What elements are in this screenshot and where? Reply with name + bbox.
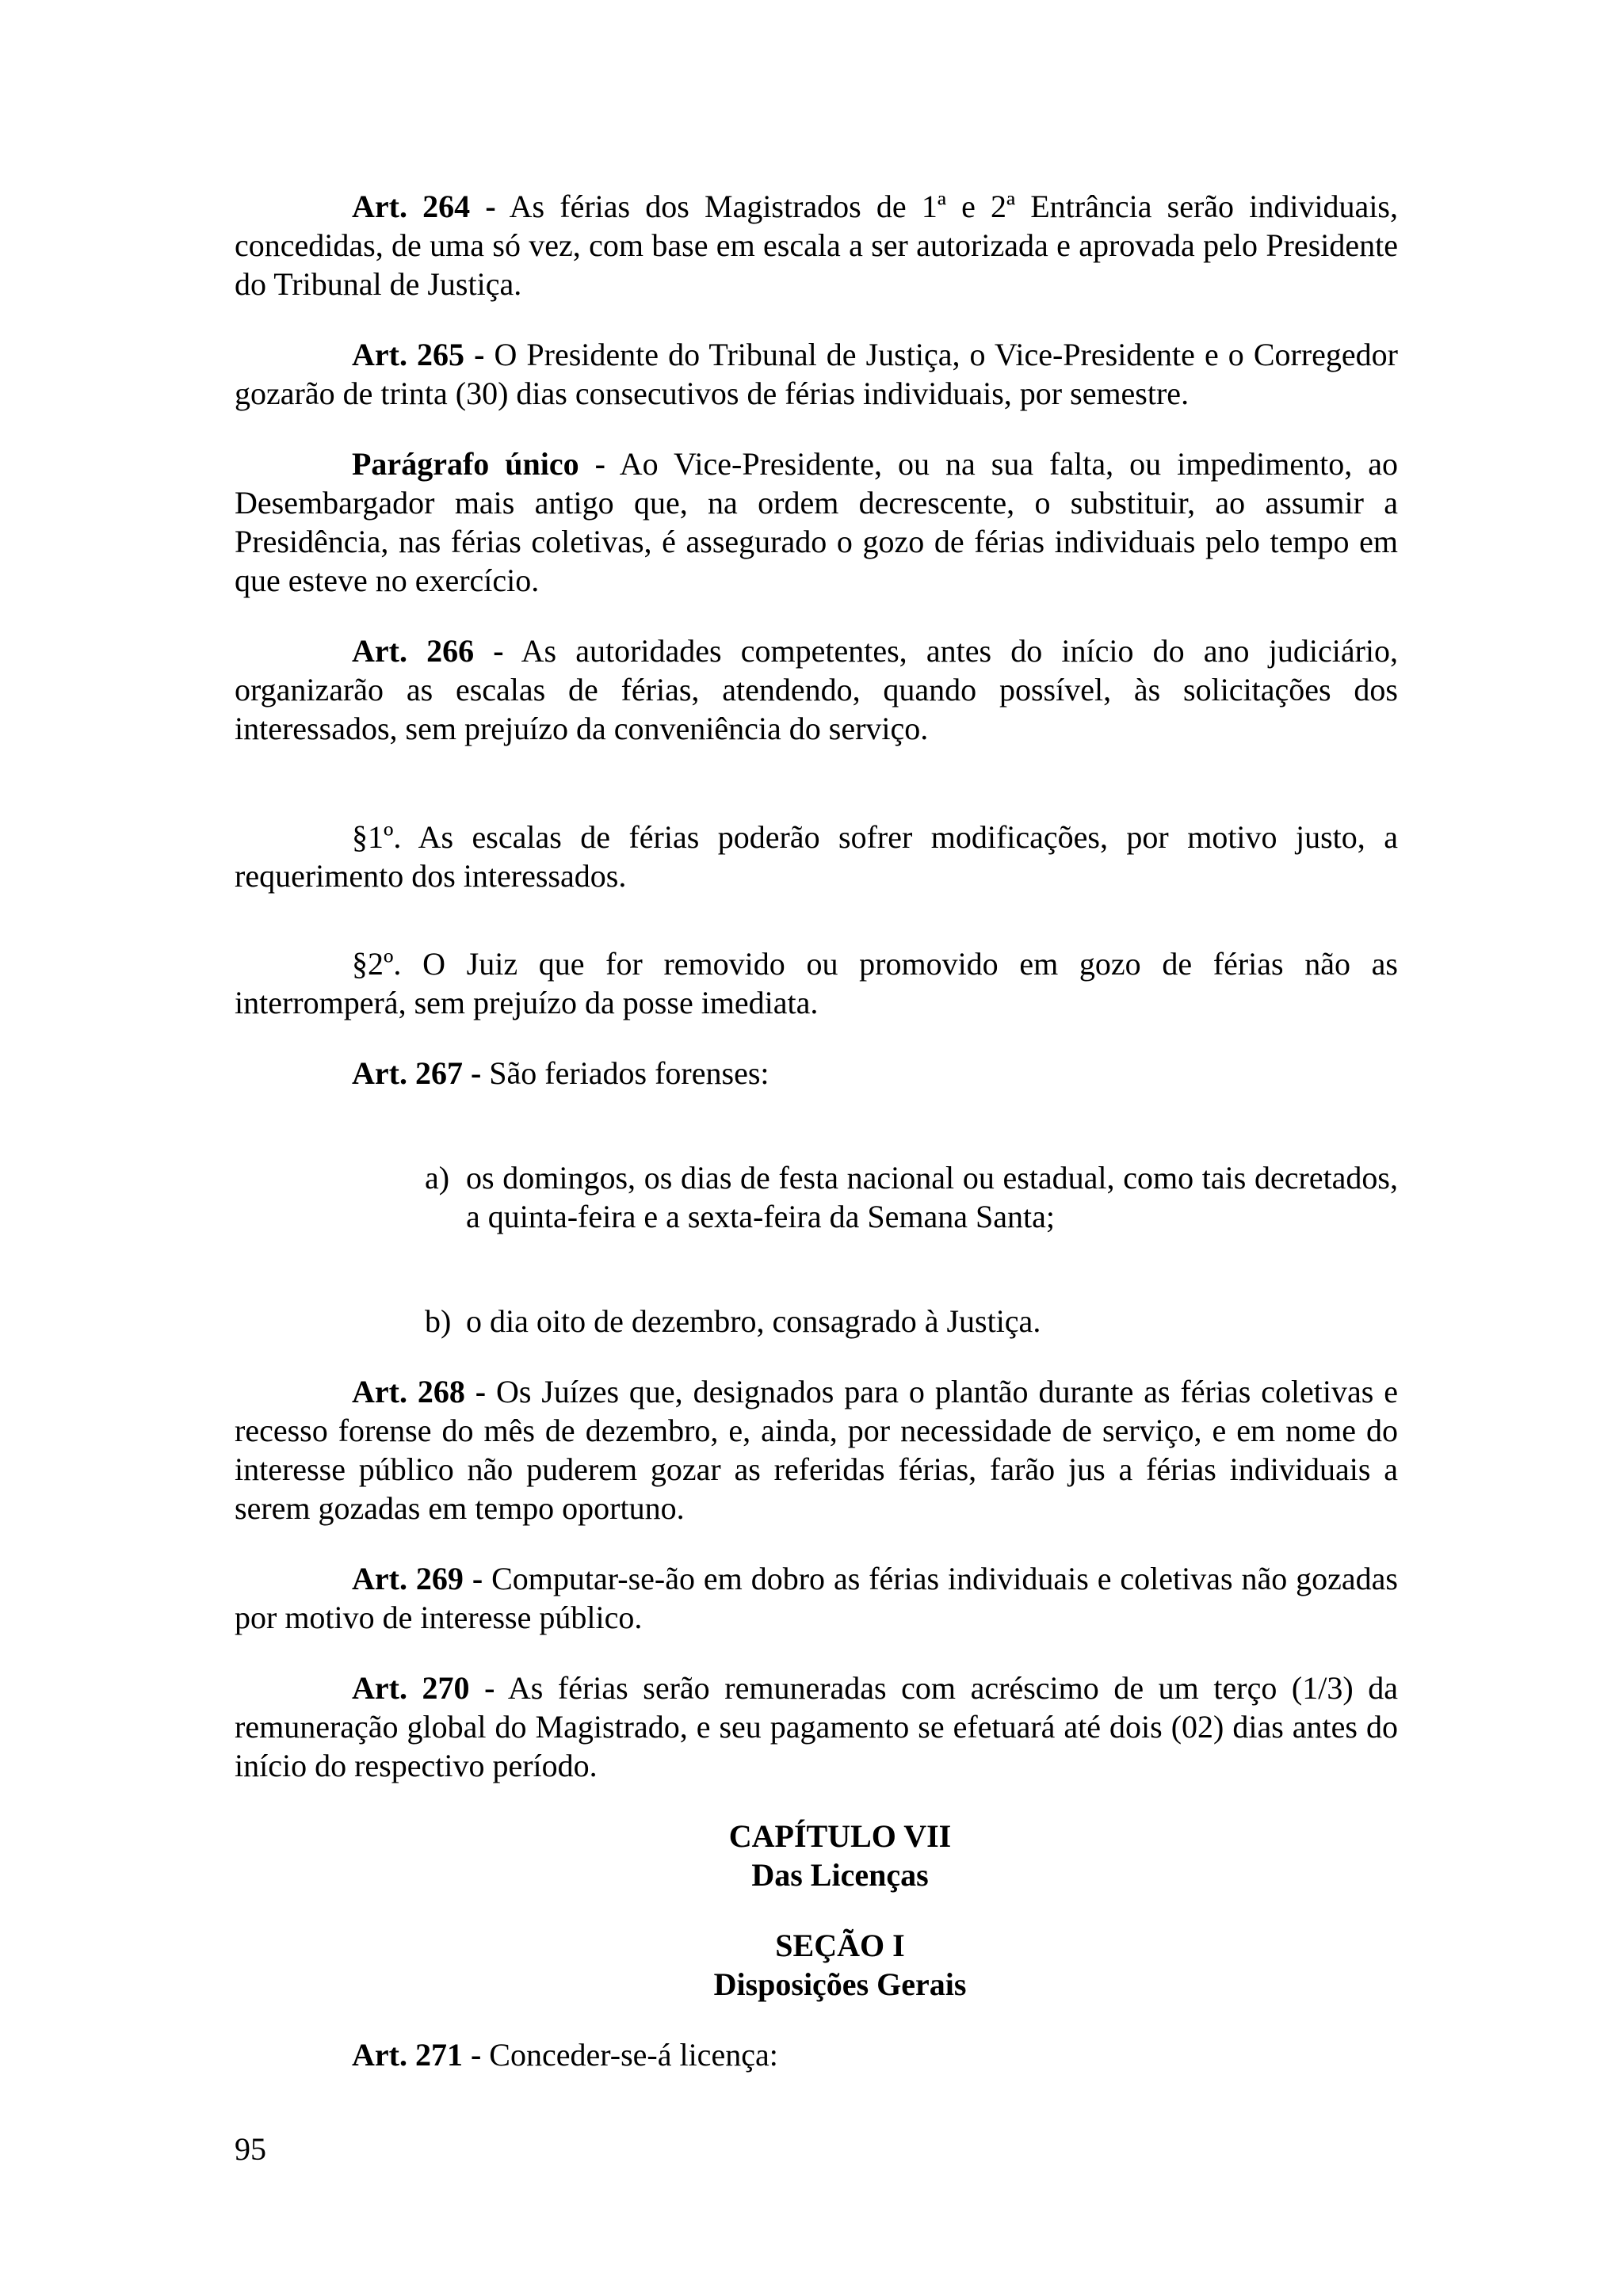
article-268 xyxy=(235,1372,1398,1527)
article-265 xyxy=(235,335,1398,413)
article-269 xyxy=(235,1559,1398,1637)
list-item-text: os domingos, os dias de festa nacional ou estadual, como tais decretados, a quinta-feira e a sexta-feira da Semana Santa; xyxy=(466,1160,1398,1234)
section-title: Disposições Gerais xyxy=(713,1966,967,2002)
article-266-label: Art. 266 - xyxy=(352,633,504,669)
article-265-paragraph-text: Ao Vice-Presidente, ou na sua falta, ou impedimento, ao Desembargador mais antigo que, na ordem decrescente, o substituir, ao assumir a Presidência, nas férias coletivas, é assegurado o gozo de férias individuais pelo tempo em que esteve no exercício. xyxy=(235,446,1398,598)
page-number: 95 xyxy=(235,2131,266,2167)
article-265-label: Art. 265 - xyxy=(352,337,485,372)
list-item-marker: a) xyxy=(425,1160,450,1196)
article-270 xyxy=(235,1669,1398,1785)
article-268-text: Os Juízes que, designados para o plantão durante as férias coletivas e recesso forense do mês de dezembro, e, ainda, por necessidade de serviço, e em nome do interesse público não puderem gozar as referidas férias, farão jus a férias individuais a serem gozadas em tempo oportuno. xyxy=(235,1374,1398,1526)
article-271 xyxy=(235,2035,1398,2074)
article-264-label: Art. 264 - xyxy=(352,189,496,224)
article-265-paragraph xyxy=(235,444,1398,600)
article-266-text: As autoridades competentes, antes do início do ano judiciário, organizarão as escalas de férias, atendendo, quando possível, às solicitações dos interessados, sem prejuízo da conveniência do serviço. xyxy=(235,633,1399,746)
article-265-paragraph-label: Parágrafo único - xyxy=(352,446,605,482)
chapter-title: Das Licenças xyxy=(751,1857,929,1893)
chapter-heading xyxy=(235,1817,1398,1894)
article-269-text: Computar-se-ão em dobro as férias individuais e coletivas não gozadas por motivo de interesse público. xyxy=(235,1561,1398,1635)
article-266-section-1: §1º. As escalas de férias poderão sofrer modificações, por motivo justo, a requerimento dos interessados. xyxy=(235,819,1398,894)
article-268-label: Art. 268 - xyxy=(352,1374,487,1409)
article-270-text: As férias serão remuneradas com acréscimo de um terço (1/3) da remuneração global do Magistrado, e seu pagamento se efetuará até dois (02) dias antes do início do respectivo período. xyxy=(235,1670,1398,1783)
article-267-label: Art. 267 - xyxy=(352,1055,482,1091)
section-heading xyxy=(235,1926,1398,2004)
list-item-marker: b) xyxy=(425,1303,452,1339)
list-item xyxy=(425,1158,1398,1236)
document-page xyxy=(235,187,1398,2074)
article-270-label: Art. 270 - xyxy=(352,1670,495,1706)
article-271-text: Conceder-se-á licença: xyxy=(481,2037,778,2073)
list-item-text: o dia oito de dezembro, consagrado à Justiça. xyxy=(466,1303,1041,1339)
article-264-text: As férias dos Magistrados de 1ª e 2ª Entrância serão individuais, concedidas, de uma só vez, com base em escala a ser autorizada e aprovada pelo Presidente do Tribunal de Justiça. xyxy=(235,189,1398,302)
article-266 xyxy=(235,631,1398,748)
article-264 xyxy=(235,187,1398,303)
article-266-section-2: §2º. O Juiz que for removido ou promovido em gozo de férias não as interromperá, sem prejuízo da posse imediata. xyxy=(235,946,1398,1020)
section-number: SEÇÃO I xyxy=(775,1928,905,1963)
list-item xyxy=(425,1302,1398,1341)
article-269-label: Art. 269 - xyxy=(352,1561,483,1596)
article-271-label: Art. 271 - xyxy=(352,2037,482,2073)
article-267-text: São feriados forenses: xyxy=(481,1055,769,1091)
chapter-number: CAPÍTULO VII xyxy=(728,1818,952,1854)
article-267 xyxy=(235,1054,1398,1093)
article-265-text: O Presidente do Tribunal de Justiça, o Vice-Presidente e o Corregedor gozarão de trinta (30) dias consecutivos de férias individuais, por semestre. xyxy=(235,337,1399,411)
